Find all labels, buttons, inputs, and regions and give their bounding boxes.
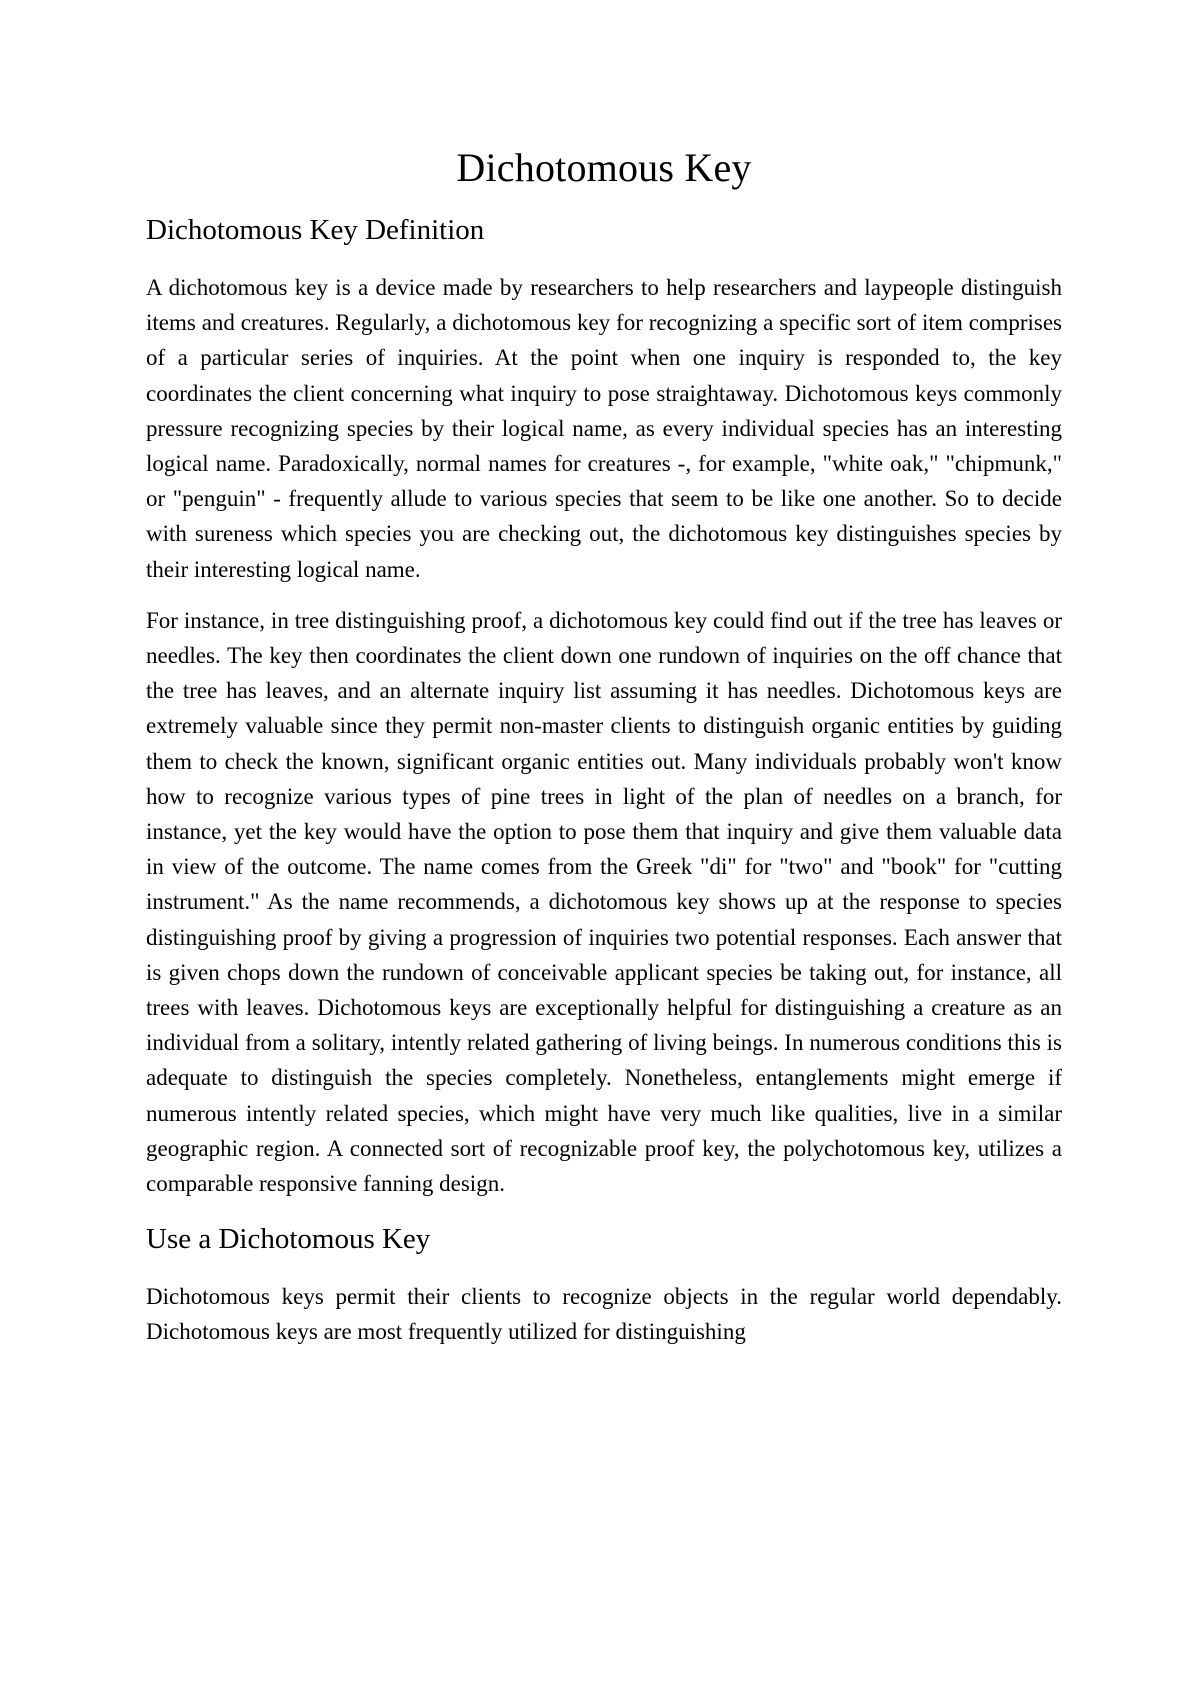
document-content [146,138,1062,1350]
body-paragraph: Dichotomous keys permit their clients to recognize objects in the regular world dependably. Dichotomous keys are most frequently utilized for distinguishing [146,1284,1062,1345]
body-paragraph: For instance, in tree distinguishing proof, a dichotomous key could find out if the tree has leaves or needles. The key then coordinates the client down one rundown of inquiries on the off chance that the tree has leaves, and an alternate inquiry list assuming it has needles. Dichotomous keys are extremely valuable since they permit non-master clients to distinguish organic entities by guiding them to check the known, significant organic entities out. Many individuals probably won't know how to recognize various types of pine trees in light of the plan of needles on a branch, for instance, yet the key would have the option to pose them that inquiry and give them valuable data in view of the outcome. The name comes from the Greek "di" for "two" and "book" for "cutting instrument." As the name recommends, a dichotomous key shows up at the response to species distinguishing proof by giving a progression of inquiries two potential responses. Each answer that is given chops down the rundown of conceivable applicant species be taking out, for instance, all trees with leaves. Dichotomous keys are exceptionally helpful for distinguishing a creature as an individual from a solitary, intently related gathering of living beings. In numerous conditions this is adequate to distinguish the species completely. Nonetheless, entanglements might emerge if numerous intently related species, which might have very much like qualities, live in a similar geographic region. A connected sort of recognizable proof key, the polychotomous key, utilizes a comparable responsive fanning design. [146,607,1062,1197]
section-heading-use: Use a Dichotomous Key [146,1223,431,1256]
body-paragraph: A dichotomous key is a device made by researchers to help researchers and laypeople distinguish items and creatures. Regularly, a dichotomous key for recognizing a specific sort of item comprises of a particular series of inquiries. At the point when one inquiry is responded to, the key coordinates the client concerning what inquiry to pose straightaway. Dichotomous keys commonly pressure recognizing species by their logical name, as every individual species has an interesting logical name. Paradoxically, normal names for creatures -, for example, "white oak," "chipmunk," or "penguin" - frequently allude to various species that seem to be like one another. So to decide with sureness which species you are checking out, the dichotomous key distinguishes species by their interesting logical name. [146,275,1062,582]
document-title: Dichotomous Key [456,145,752,190]
section-heading-definition: Dichotomous Key Definition [146,214,485,246]
